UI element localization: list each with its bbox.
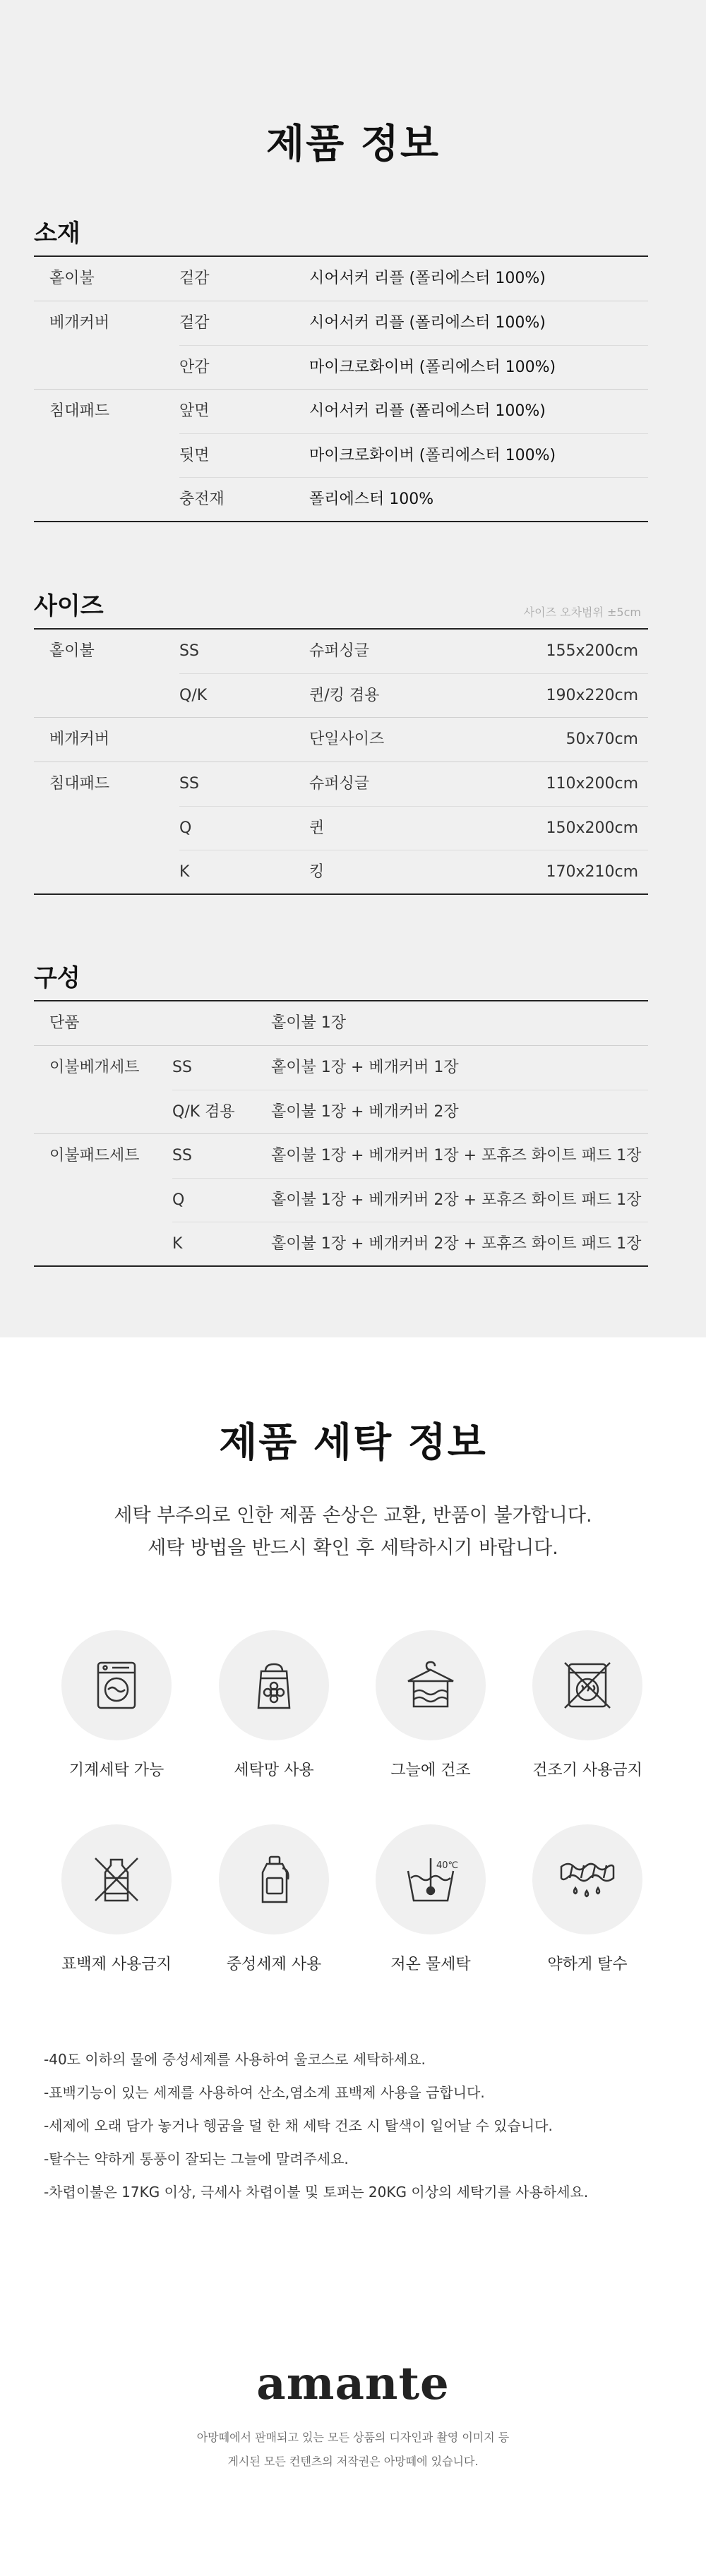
note-item: -탈수는 약하게 통풍이 잘되는 그늘에 말려주세요.: [44, 2150, 349, 2167]
size-code: SS: [179, 642, 199, 660]
material-value: 시어서커 리플 (폴리에스터 100%): [309, 402, 546, 420]
set-contents: 홑이불 1장: [271, 1014, 346, 1032]
table-row: [34, 1178, 648, 1222]
brand-logo: amante: [256, 2357, 450, 2410]
size-dimension: 150x200cm: [507, 806, 648, 850]
size-code: SS: [179, 775, 199, 793]
material-group: [34, 301, 648, 389]
group-name: 홑이불: [49, 270, 95, 287]
washing-title: 제품 세탁 정보: [219, 1420, 487, 1466]
set-contents: 홑이불 1장 + 베개커버 2장 + 포휴즈 화이트 패드 1장: [271, 1178, 648, 1222]
table-row: [34, 673, 648, 717]
size-code: Q: [179, 806, 309, 850]
note-item: -표백기능이 있는 세제를 사용하여 산소,염소계 표백제 사용을 금합니다.: [44, 2084, 485, 2101]
care-item-cold-wash: [353, 1824, 508, 1974]
material-value: 폴리에스터 100%: [309, 477, 648, 521]
table-row: [34, 762, 648, 806]
size-table: [34, 628, 648, 895]
group-name: 베개커버: [49, 730, 110, 748]
note-item: -40도 이하의 물에 중성세제를 사용하여 울코스로 세탁하세요.: [44, 2051, 426, 2068]
no-dryer-icon: [559, 1657, 616, 1714]
group-name: 베개커버: [49, 314, 110, 332]
page-title: 제품 정보: [266, 121, 440, 167]
part-label: 겉감: [179, 314, 210, 332]
size-title: 사이즈 사이즈 오차범위 ±5cm: [34, 592, 641, 620]
group-name: 단품: [49, 1014, 80, 1032]
care-label: 건조기 사용금지: [532, 1762, 642, 1779]
set-contents: 홑이불 1장 + 베개커버 1장 + 포휴즈 화이트 패드 1장: [271, 1147, 642, 1164]
group-name: 이불패드세트: [49, 1147, 140, 1164]
size-dimension: 50x70cm: [566, 730, 638, 748]
material-value: 마이크로화이버 (폴리에스터 100%): [309, 345, 648, 389]
care-label: 약하게 탈수: [547, 1956, 628, 1973]
part-label: 충전재: [179, 477, 309, 521]
set-size: [172, 1001, 271, 1045]
care-label: 기계세탁 가능: [68, 1762, 164, 1779]
size-group: [34, 762, 648, 893]
table-row: [34, 806, 648, 850]
size-code: [179, 718, 309, 762]
table-row: [34, 433, 648, 477]
material-title: 소재: [34, 219, 80, 248]
set-contents: 홑이불 1장 + 베개커버 2장 + 포휴즈 화이트 패드 1장: [271, 1222, 648, 1265]
table-row: [34, 257, 648, 301]
copyright-notice: 아망떼에서 판매되고 있는 모든 상품의 디자인과 촬영 이미지 등 게시된 모든 컨텐츠의 저작권은 아망떼에 있습니다.: [196, 2431, 510, 2468]
cold-water-wash-icon: [401, 1851, 460, 1908]
care-item-neutral-detergent: [196, 1824, 352, 1974]
washing-machine-icon: [88, 1657, 145, 1714]
hang-dry-shade-icon: [401, 1657, 460, 1714]
table-row: [34, 301, 648, 345]
size-name: 단일사이즈: [309, 730, 385, 748]
table-row: [34, 1046, 648, 1090]
size-dimension: 190x220cm: [507, 673, 648, 717]
table-row: [34, 1001, 648, 1045]
care-label: 세탁망 사용: [234, 1762, 314, 1779]
size-name: 퀸: [309, 806, 507, 850]
set-size: K: [172, 1222, 271, 1265]
temperature-label: 40℃: [436, 1860, 459, 1871]
care-label: 그늘에 건조: [390, 1762, 471, 1779]
material-group: [34, 257, 648, 301]
set-size: Q/K 겸용: [172, 1090, 271, 1133]
table-row: [34, 1222, 648, 1265]
gentle-spin-icon: [556, 1851, 619, 1908]
material-table: [34, 255, 648, 522]
size-dimension: 110x200cm: [546, 775, 638, 793]
washing-warning: 세탁 부주의로 인한 제품 손상은 교환, 반품이 불가합니다. 세탁 방법을 반드시 확인 후 세탁하시기 바랍니다.: [114, 1505, 592, 1559]
table-row: [34, 390, 648, 433]
group-name: 홑이불: [49, 642, 95, 660]
part-label: 겉감: [179, 270, 210, 287]
size-dimension: 170x210cm: [507, 850, 648, 893]
set-size: SS: [172, 1059, 192, 1076]
care-item-no-bleach: [39, 1824, 194, 1974]
care-label: 중성세제 사용: [226, 1956, 322, 1973]
no-bleach-icon: [88, 1851, 145, 1908]
care-label: 저온 물세탁: [390, 1956, 471, 1973]
composition-group: [34, 1001, 648, 1045]
set-contents: 홑이불 1장 + 베개커버 2장: [271, 1090, 648, 1133]
table-row: [34, 345, 648, 389]
material-value: 시어서커 리플 (폴리에스터 100%): [309, 270, 546, 287]
set-size: Q: [172, 1178, 271, 1222]
care-item-laundry-net: [196, 1630, 352, 1780]
size-code: Q/K: [179, 673, 309, 717]
set-size: SS: [172, 1147, 192, 1164]
material-value: 마이크로화이버 (폴리에스터 100%): [309, 433, 648, 477]
size-tolerance-note: 사이즈 오차범위 ±5cm: [523, 606, 641, 619]
part-label: 앞면: [179, 402, 210, 420]
note-item: -차렵이불은 17KG 이상, 극세사 차렵이불 및 토퍼는 20KG 이상의 세탁기를 사용하세요.: [44, 2184, 589, 2201]
composition-group: [34, 1045, 648, 1133]
size-dimension: 155x200cm: [546, 642, 638, 660]
composition-title: 구성: [34, 964, 80, 992]
size-section: [34, 584, 648, 895]
table-row: [34, 477, 648, 521]
material-group: [34, 389, 648, 521]
neutral-detergent-icon: [246, 1851, 302, 1908]
size-name: 슈퍼싱글: [309, 642, 370, 660]
group-name: 침대패드: [49, 775, 110, 793]
table-row: [34, 718, 648, 762]
care-item-no-dryer: [510, 1630, 665, 1780]
material-value: 시어서커 리플 (폴리에스터 100%): [309, 314, 546, 332]
size-name: 퀸/킹 겸용: [309, 673, 507, 717]
laundry-net-icon: [246, 1657, 302, 1714]
group-name: 침대패드: [49, 402, 110, 420]
care-item-gentle-spin: [510, 1824, 665, 1974]
composition-table: [34, 1000, 648, 1267]
part-label: 안감: [179, 345, 309, 389]
set-contents: 홑이불 1장 + 베개커버 1장: [271, 1059, 459, 1076]
composition-section: [34, 956, 648, 1267]
washing-info-section: [0, 1337, 706, 2576]
table-row: [34, 1090, 648, 1133]
part-label: 뒷면: [179, 433, 309, 477]
note-item: -세제에 오래 담가 놓거나 헹굼을 덜 한 채 세탁 건조 시 탈색이 일어날 수 있습니다.: [44, 2117, 553, 2134]
care-item-shade-dry: [353, 1630, 508, 1780]
care-item-machine-wash: [39, 1630, 194, 1780]
composition-group: [34, 1133, 648, 1265]
care-label: 표백제 사용금지: [61, 1956, 172, 1973]
size-name: 슈퍼싱글: [309, 775, 370, 793]
size-group: [34, 717, 648, 762]
washing-notes: [44, 2043, 679, 2209]
size-code: K: [179, 850, 309, 893]
table-row: [34, 630, 648, 673]
size-name: 킹: [309, 850, 507, 893]
table-row: [34, 850, 648, 893]
material-section: [34, 212, 648, 522]
group-name: 이불베개세트: [49, 1059, 140, 1076]
table-row: [34, 1134, 648, 1178]
size-group: [34, 630, 648, 717]
